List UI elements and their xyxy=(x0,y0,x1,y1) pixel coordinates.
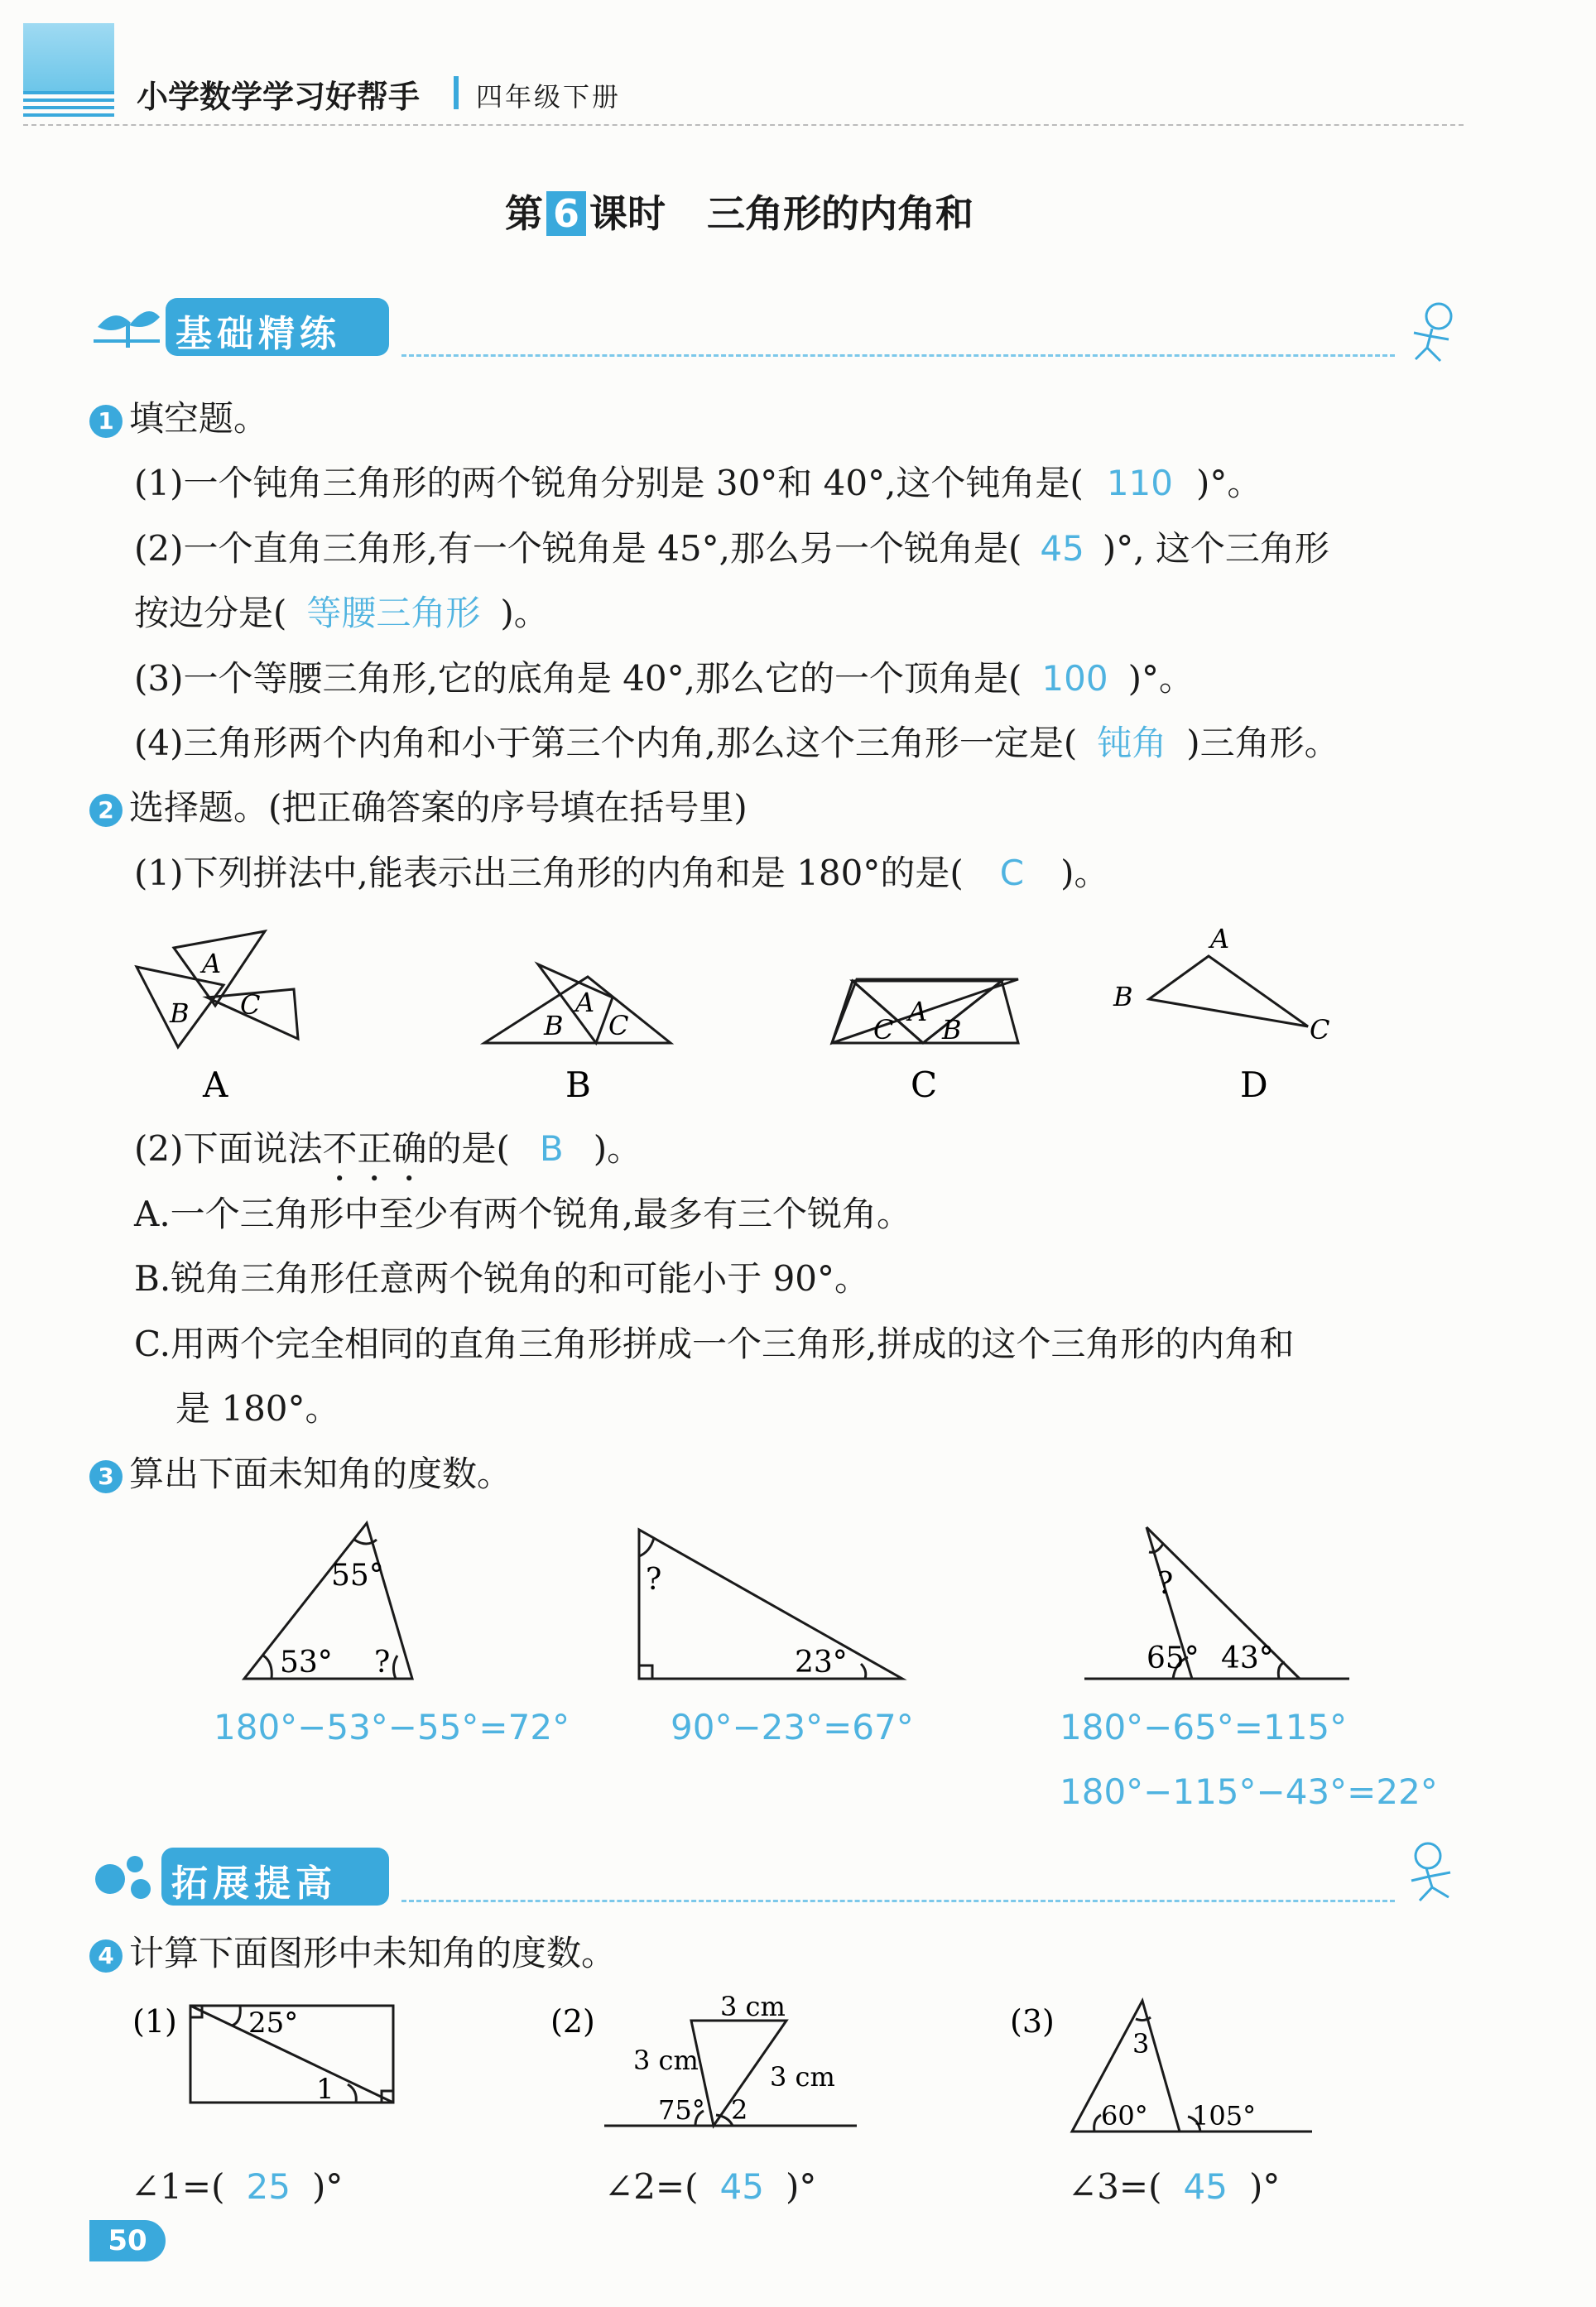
section-extend-title: 拓展提高 xyxy=(171,1862,337,1905)
q1-item1-answer: 110 xyxy=(1106,463,1173,503)
q4-f1-angle: 25° xyxy=(248,2007,299,2040)
q4-f2-answer-suffix: )° xyxy=(785,2166,817,2207)
q4-f2-label: (2) xyxy=(550,2003,595,2040)
q4-figures xyxy=(124,1991,1366,2156)
book-title: 小学数学学习好帮手 xyxy=(137,79,421,115)
q2-title-text: 选择题。(把正确答案的序号填在括号里) xyxy=(129,787,748,828)
q2-item2-emphasis: 不正确 xyxy=(322,1128,427,1169)
q4-f2-answer-value: 45 xyxy=(719,2166,764,2207)
q4-f3-a1: 60° xyxy=(1101,2100,1148,2132)
lesson-title xyxy=(505,184,973,238)
q1-item4-answer: 钝角 xyxy=(1097,723,1167,763)
figure-d xyxy=(1149,956,1308,1026)
q2-item1 xyxy=(134,848,1108,898)
q4-f3-answer-prefix: ∠3=( xyxy=(1068,2166,1162,2207)
q4-f3-label: (3) xyxy=(1010,2003,1055,2040)
q3-t2-answer: 90°−23°=67° xyxy=(671,1707,914,1747)
q3-triangle-3 xyxy=(1084,1527,1349,1679)
fig-caption-c: C xyxy=(911,1065,938,1105)
q2-option-b: B.锐角三角形任意两个锐角的和可能小于 90°。 xyxy=(134,1258,870,1299)
q4-f2-side1: 3 cm xyxy=(720,1991,786,2022)
q2-item2-text: (2)下面说法 xyxy=(134,1128,323,1169)
q4-f2-angle: 75° xyxy=(658,2094,705,2126)
q3-t1-left: 53° xyxy=(280,1646,333,1680)
q1-item4-end: )三角形。 xyxy=(1186,723,1339,763)
q1-item2-answer2: 等腰三角形 xyxy=(306,593,481,633)
q2-option-c: C.用两个完全相同的直角三角形拼成一个三角形,拼成的这个三角形的内角和 xyxy=(134,1324,1295,1364)
q4-f1-answer-suffix: )° xyxy=(311,2166,344,2207)
fig-caption-a: A xyxy=(203,1065,228,1105)
grade-label: 四年级下册 xyxy=(476,81,622,113)
q2-option-c-cont: 是 180°。 xyxy=(175,1388,340,1429)
q1-item1-text: (1)一个钝角三角形的两个锐角分别是 30°和 40°,这个钝角是( xyxy=(134,463,1084,503)
q1-title-text: 填空题。 xyxy=(129,398,269,439)
q1-item2-text: (2)一个直角三角形,有一个锐角是 45°,那么另一个锐角是( xyxy=(134,528,1022,569)
header-separator xyxy=(454,76,459,109)
fig-d-angle-b: B xyxy=(1113,981,1133,1012)
q2-figures xyxy=(124,923,1330,1122)
q4-f2-side3: 3 cm xyxy=(770,2061,835,2093)
q4-f1-answer xyxy=(131,2162,343,2212)
bubbles-icon xyxy=(89,1839,172,1906)
q3-triangle-2 xyxy=(639,1530,902,1679)
q3-t3-answer1: 180°−65°=115° xyxy=(1060,1707,1348,1747)
q2-item1-text: (1)下列拼法中,能表示出三角形的内角和是 180°的是( xyxy=(134,853,964,893)
q1-item3-end: )°。 xyxy=(1127,658,1194,699)
fig-a-angle-a: A xyxy=(202,948,222,979)
q2-item2-mid: 的是( xyxy=(426,1128,510,1169)
q4-f2-side2: 3 cm xyxy=(633,2045,699,2076)
q4-f1-answer-prefix: ∠1=( xyxy=(131,2166,225,2207)
fig-c-angle-b: B xyxy=(942,1014,962,1045)
q1-badge: 1 xyxy=(89,405,123,438)
q3-t2-q: ? xyxy=(646,1563,662,1597)
q1-item2-cont-text: 按边分是( xyxy=(134,593,287,633)
section-basic-line xyxy=(401,354,1395,357)
fig-b-angle-a: A xyxy=(575,987,595,1018)
q2-item2 xyxy=(134,1124,642,1189)
q3-figures xyxy=(232,1515,1391,1705)
q4-title xyxy=(89,1929,616,1978)
q3-t3-a2: 43° xyxy=(1221,1641,1274,1675)
q4-f3-a2: 105° xyxy=(1192,2100,1257,2132)
fig-c-angle-a: A xyxy=(908,996,928,1027)
q4-f1-label: (1) xyxy=(132,2003,177,2040)
q1-item1-end: )°。 xyxy=(1196,463,1262,503)
q3-badge: 3 xyxy=(89,1460,123,1493)
section-basic-title: 基础精练 xyxy=(175,313,341,355)
fig-d-angle-c: C xyxy=(1310,1014,1330,1045)
lesson-number: 6 xyxy=(546,191,586,236)
q1-item2 xyxy=(134,524,1329,574)
q1-item4-text: (4)三角形两个内角和小于第三个内角,那么这个三角形一定是( xyxy=(134,723,1078,763)
fig-b-angle-c: C xyxy=(608,1010,629,1041)
q3-t1-answer: 180°−53°−55°=72° xyxy=(214,1707,570,1747)
q1-item2-cont xyxy=(134,589,549,638)
fig-caption-b: B xyxy=(565,1065,591,1105)
q4-f2-answer-prefix: ∠2=( xyxy=(604,2166,699,2207)
q4-f3-answer-suffix: )° xyxy=(1248,2166,1281,2207)
lesson-prefix: 第 xyxy=(505,191,543,236)
q2-item1-end: )。 xyxy=(1060,853,1109,893)
q4-f3-answer-value: 45 xyxy=(1183,2166,1228,2207)
fig-a-angle-c: C xyxy=(240,989,261,1021)
q3-t1-top: 55° xyxy=(331,1559,384,1593)
q1-item1 xyxy=(134,459,1262,508)
page-number: 50 xyxy=(89,2220,166,2261)
q1-item3-answer: 100 xyxy=(1041,658,1108,699)
q2-title xyxy=(89,783,748,833)
q3-t3-a1: 65° xyxy=(1147,1641,1199,1675)
q4-f3-mark: 3 xyxy=(1132,2028,1150,2059)
q4-f1-answer-value: 25 xyxy=(246,2166,291,2207)
q2-item2-end: )。 xyxy=(593,1128,642,1169)
q3-title-text: 算出下面未知角的度数。 xyxy=(129,1454,512,1494)
fig-caption-d: D xyxy=(1240,1065,1268,1105)
q4-f2-mark: 2 xyxy=(731,2094,748,2126)
q3-t3-q: ? xyxy=(1157,1567,1174,1601)
q4-f2-answer xyxy=(604,2162,816,2212)
q1-item3-text: (3)一个等腰三角形,它的底角是 40°,那么它的一个顶角是( xyxy=(134,658,1022,699)
q1-item4 xyxy=(134,719,1339,768)
lesson-name: 三角形的内角和 xyxy=(707,191,974,236)
q3-t1-q: ? xyxy=(374,1646,391,1680)
sprout-icon xyxy=(89,302,164,352)
fig-b-angle-b: B xyxy=(544,1010,564,1041)
q1-title xyxy=(89,394,268,444)
q4-f1-mark: 1 xyxy=(316,2073,334,2106)
section-extend-line xyxy=(401,1900,1395,1902)
q2-item2-answer: B xyxy=(539,1128,564,1169)
q3-t2-angle: 23° xyxy=(795,1646,848,1680)
q3-t3-answer2: 180°−115°−43°=22° xyxy=(1060,1771,1438,1812)
lesson-suffix: 课时 xyxy=(589,191,666,236)
fig-a-angle-b: B xyxy=(170,997,190,1029)
q1-item2-answer: 45 xyxy=(1040,528,1084,569)
fig-d-angle-a: A xyxy=(1210,923,1230,954)
q4-title-text: 计算下面图形中未知角的度数。 xyxy=(129,1933,617,1973)
q1-item2-cont-end: )。 xyxy=(500,593,549,633)
runner-icon xyxy=(1399,1839,1465,1906)
header-divider xyxy=(23,124,1464,126)
q1-item3 xyxy=(134,654,1194,704)
q2-badge: 2 xyxy=(89,794,123,827)
q4-f3-answer xyxy=(1068,2162,1280,2212)
q1-item2-end: )°, 这个三角形 xyxy=(1102,528,1329,569)
fig-c-angle-c: C xyxy=(873,1014,894,1045)
q4-badge: 4 xyxy=(89,1939,123,1973)
header-stripes xyxy=(23,91,114,121)
q2-item1-answer: C xyxy=(999,853,1025,893)
q2-option-a: A.一个三角形中至少有两个锐角,最多有三个锐角。 xyxy=(134,1194,912,1234)
stick-figure-icon xyxy=(1407,300,1465,366)
q3-title xyxy=(89,1449,512,1499)
